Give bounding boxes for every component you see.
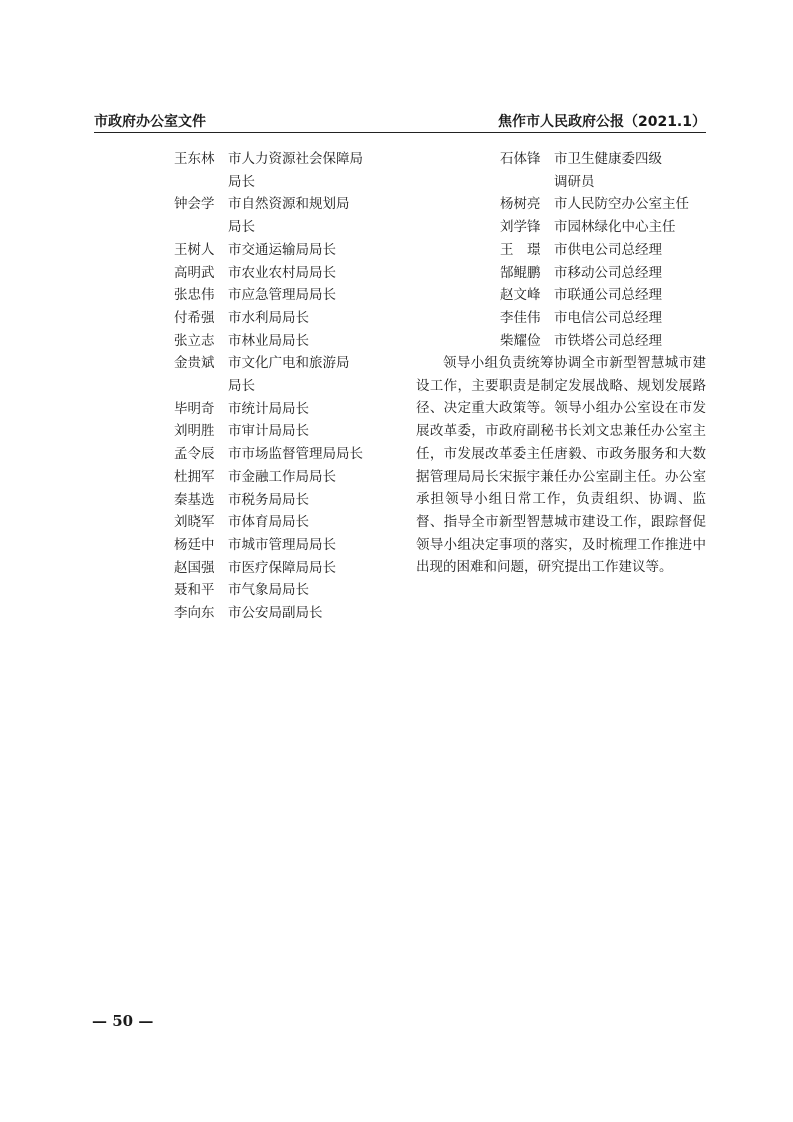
member-row [500,216,710,239]
member-row [174,284,404,307]
member-name: 张立志 [174,332,215,349]
member-title: 市文化广电和旅游局 [228,355,350,372]
member-title: 市交通运输局局长 [228,241,336,258]
member-name: 赵国强 [174,559,215,576]
member-title: 市气象局局长 [228,582,309,599]
member-title: 市体育局局长 [228,514,309,531]
member-name: 王东林 [174,151,215,167]
member-row [174,307,404,330]
member-row [174,148,404,171]
page-number: — 50 — [92,1012,154,1030]
member-name: 毕明奇 [174,400,215,417]
member-title: 市人民防空办公室主任 [554,196,689,213]
member-name: 付希强 [174,309,215,326]
member-row [500,262,710,285]
page-header [94,110,706,133]
member-title: 市应急管理局局长 [228,287,336,304]
member-name: 张忠伟 [174,287,215,304]
member-title: 市农业农村局局长 [228,264,336,281]
member-row [174,352,404,375]
member-name: 李佳伟 [500,309,541,326]
member-title: 市城市管理局局长 [228,536,336,553]
member-name: 钟会学 [174,196,215,213]
header-document-category: 市政府办公室文件 [94,114,206,130]
member-title-continuation: 局长 [228,219,255,236]
member-row [500,193,710,216]
member-title-continuation: 调研员 [554,173,595,190]
member-row [174,602,404,625]
member-list-left [174,148,404,625]
member-title: 市税务局局长 [228,491,309,508]
member-title: 市移动公司总经理 [554,264,662,281]
member-name: 刘明胜 [174,423,215,440]
member-title: 市人力资源社会保障局 [228,151,363,167]
member-name: 秦基选 [174,491,215,508]
member-title: 市供电公司总经理 [554,241,662,258]
member-title: 市市场监督管理局局长 [228,446,363,463]
member-name: 刘学锋 [500,219,541,236]
member-row [174,489,404,512]
member-row [500,307,710,330]
member-title: 市联通公司总经理 [554,287,662,304]
member-title: 市自然资源和规划局 [228,196,350,213]
member-row [174,534,404,557]
member-name: 聂和平 [174,582,215,599]
member-name: 赵文峰 [500,287,541,304]
member-row [500,148,710,171]
member-row [174,330,404,353]
member-title: 市统计局局长 [228,400,309,417]
member-row [500,239,710,262]
member-row [174,466,404,489]
member-name: 石体锋 [500,151,541,167]
member-row [174,193,404,216]
member-row [174,420,404,443]
member-name: 金贵斌 [174,355,215,372]
member-name: 杜拥军 [174,468,215,485]
header-publication-title: 焦作市人民政府公报（2021.1） [497,114,706,130]
member-name: 杨廷中 [174,536,215,553]
body-paragraph: 领导小组负责统筹协调全市新型智慧城市建设工作，主要职责是制定发展战略、规划发展路径、决定重大政策等。领导小组办公室设在市发展改革委，市政府副秘书长刘文忠兼任办公室主任，市发展改革委主任唐毅、市政务服务和大数据管理局局长宋振宇兼任办公室副主任。办公室承担领导小组日常工作，负责组织、协调、监督、指导全市新型智慧城市建设工作，跟踪督促领导小组决定事项的落实，及时梳理工作推进中出现的困难和问题，研究提出工作建议等。 [416,355,706,576]
member-row [174,511,404,534]
member-title: 市林业局局长 [228,332,309,349]
member-name: 柴耀俭 [500,332,541,349]
member-title: 市水利局局长 [228,309,309,326]
member-name: 孟令辰 [174,446,215,463]
member-title: 市铁塔公司总经理 [554,332,662,349]
member-title: 市金融工作局局长 [228,468,336,485]
member-row [174,443,404,466]
member-title-continuation: 局长 [228,173,255,190]
member-title: 市园林绿化中心主任 [554,219,676,236]
member-title-continuation: 局长 [228,378,255,395]
member-row [500,284,710,307]
member-row [174,579,404,602]
member-list-right [500,148,710,352]
member-name: 李向东 [174,605,215,622]
member-title: 市审计局局长 [228,423,309,440]
member-row [174,239,404,262]
member-row [174,398,404,421]
member-name: 刘晓军 [174,514,215,531]
member-row [500,330,710,353]
member-name: 杨树亮 [500,196,541,213]
member-title: 市医疗保障局局长 [228,559,336,576]
member-title: 市电信公司总经理 [554,309,662,326]
member-name: 王树人 [174,241,215,258]
member-title: 市公安局副局长 [228,605,323,622]
member-name: 王 璟 [500,241,541,258]
member-row [174,557,404,580]
member-row [174,262,404,285]
member-name: 高明武 [174,264,215,281]
member-name: 郜鲲鹏 [500,264,541,281]
member-title: 市卫生健康委四级 [554,151,662,167]
